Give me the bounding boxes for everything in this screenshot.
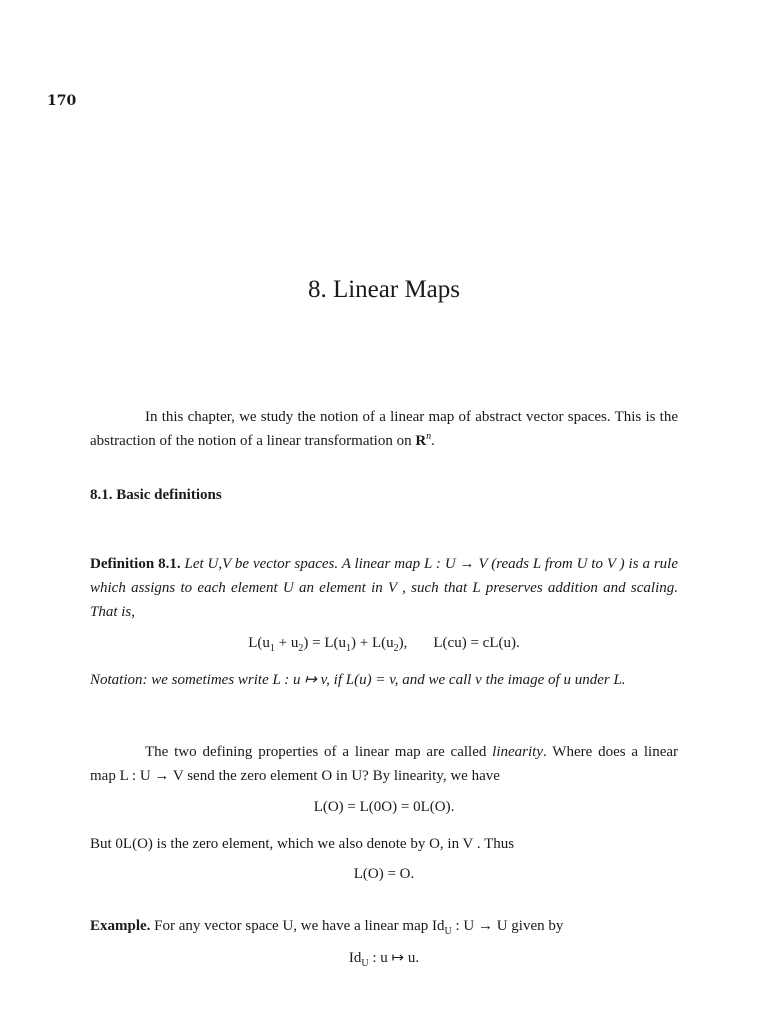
zero-result-equation: L(O) = O.: [353, 866, 415, 882]
rn-exponent: n: [426, 431, 432, 442]
zero-element-paragraph: But 0L(O) is the zero element, which we also denote by O, in V . Thus: [90, 836, 515, 852]
definition-label: Definition 8.1.: [90, 556, 181, 572]
intro-paragraph: [90, 405, 678, 453]
identity-map-equation: $Id_U$ : u ↦ u.: [348, 950, 420, 969]
zero-map-equation: L(O) = L(0O) = 0L(O).: [313, 799, 455, 815]
rn-symbol: R: [415, 433, 427, 449]
example-paragraph: Example. For any vector space U, we have a linear map $Id_U$ : U → U given by: [90, 918, 564, 937]
definition-body: Let U,V be vector spaces. A linear map L : U → V (reads L from U to V ) is a rule which assigns to each element U an element in V , such that L preserves addition and scaling. That is,: [90, 556, 679, 620]
linearity-equation: $L(u_1 + u_2) = L(u_1) + L(u_2)$, L(cu) = cL(u).: [248, 635, 520, 654]
section-heading: 8.1. Basic definitions: [90, 487, 222, 503]
scaling-equation: L(cu) = cL(u).: [433, 635, 520, 651]
intro-text: In this chapter, we study the notion of a linear map of abstract vector spaces. This is the abstraction of the notion of a linear transformation on: [90, 409, 678, 449]
linearity-term: linearity: [492, 744, 543, 760]
chapter-title: 8. Linear Maps: [307, 276, 461, 303]
page-number: 170: [47, 93, 77, 109]
notation-text: Notation: we sometimes write L : u ↦ v, if L(u) = v, and we call v the image of u under L.: [90, 672, 626, 688]
example-label: Example.: [90, 918, 151, 934]
definition-block: [90, 552, 678, 624]
linearity-paragraph: The two defining properties of a linear map are called linearity. Where does a linear map L : U → V send the zero element O in U? By linearity, we have: [90, 744, 679, 784]
intro-end: .: [431, 433, 435, 449]
